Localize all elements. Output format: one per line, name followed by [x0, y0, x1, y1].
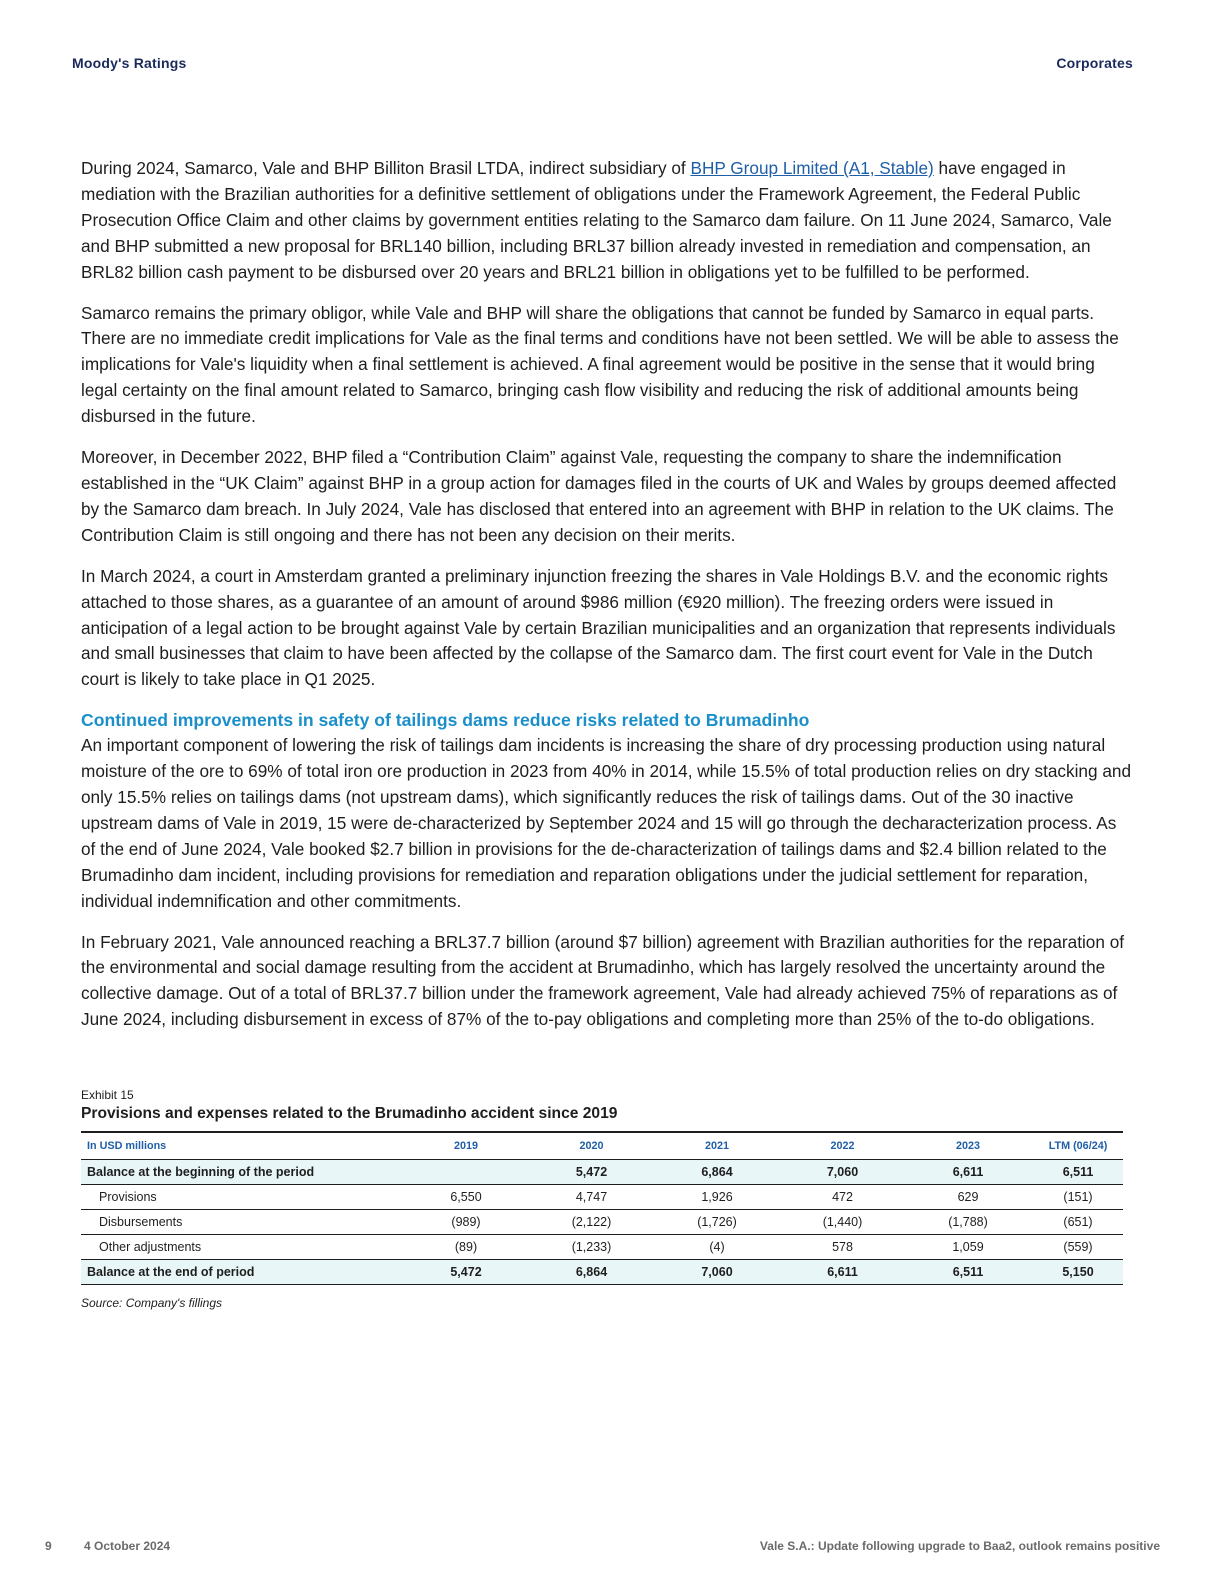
table-cell: Balance at the end of period: [81, 1260, 401, 1285]
table-cell: 4,747: [531, 1185, 652, 1210]
header-brand: Moody's Ratings: [72, 55, 187, 71]
exhibit-15: [81, 1088, 1123, 1310]
paragraph-1: [81, 156, 1131, 286]
table-cell: Provisions: [81, 1185, 401, 1210]
table-cell: 1,926: [652, 1185, 782, 1210]
paragraph-6: In February 2021, Vale announced reaching a BRL37.7 billion (around $7 billion) agreement with Brazilian authorities for the reparation of the environmental and social damage resulting from the accident at Brumadinho, which has largely resolved the uncertainty around the collective damage. Out of a total of BRL37.7 billion under the framework agreement, Vale had already achieved 75% of reparations as of June 2024, including disbursement in excess of 87% of the to-pay obligations and completing more than 25% of the to-do obligations.: [81, 931, 1125, 1030]
article-body: [81, 156, 1131, 1048]
paragraph-1-text-start: During 2024, Samarco, Vale and BHP Billiton Brasil LTDA, indirect subsidiary of: [81, 158, 691, 178]
table-row-disbursements: [81, 1210, 1123, 1235]
table-header-row: [81, 1132, 1123, 1160]
table-cell: 6,611: [782, 1260, 903, 1285]
paragraph-1-text-end: have engaged in mediation with the Brazilian authorities for a definitive settlement of obligations under the Framework Agreement, the Federal Public Prosecution Office Claim and other claims by government entities relating to the Samarco dam failure. On 11 June 2024, Samarco, Vale and BHP submitted a new proposal for BRL140 billion, including BRL37 billion already invested in remediation and compensation, an BRL82 billion cash payment to be disbursed over 20 years and BRL21 billion in obligations yet to be fulfilled to be performed.: [81, 158, 1112, 282]
table-cell: (1,233): [531, 1235, 652, 1260]
table-cell: 5,472: [531, 1160, 652, 1185]
table-row-opening-balance: [81, 1160, 1123, 1185]
page-number: 9: [45, 1539, 52, 1553]
column-header: In USD millions: [81, 1132, 401, 1160]
table-cell: 5,472: [401, 1260, 531, 1285]
report-title: Vale S.A.: Update following upgrade to Baa2, outlook remains positive: [759, 1539, 1160, 1553]
publication-date: 4 October 2024: [84, 1539, 171, 1553]
table-cell: (1,788): [903, 1210, 1033, 1235]
table-source-note: Source: Company's fillings: [81, 1296, 223, 1310]
table-cell: (559): [1033, 1235, 1123, 1260]
table-cell: 6,511: [1033, 1160, 1123, 1185]
table-cell: (1,726): [652, 1210, 782, 1235]
table-cell: 629: [903, 1185, 1033, 1210]
column-header: 2023: [903, 1132, 1033, 1160]
table-row-closing-balance: [81, 1260, 1123, 1285]
column-header: 2020: [531, 1132, 652, 1160]
table-cell: (89): [401, 1235, 531, 1260]
table-cell: (2,122): [531, 1210, 652, 1235]
table-cell: 5,150: [1033, 1260, 1123, 1285]
table-cell: 6,611: [903, 1160, 1033, 1185]
table-cell: 7,060: [782, 1160, 903, 1185]
table-cell: (4): [652, 1235, 782, 1260]
exhibit-label: Exhibit 15: [81, 1088, 134, 1102]
paragraph-5: An important component of lowering the risk of tailings dam incidents is increasing the share of dry processing production using natural moisture of the ore to 69% of total iron ore production in 2023 from 40% in 2014, while 15.5% of total production relies on dry stacking and only 15.5% relies on tailings dams (not upstream dams), which significantly reduces the risk of tailings dams. Out of the 30 inactive upstream dams of Vale in 2019, 15 were de-characterized by September 2024 and 15 will go through the decharacterization process. As of the end of June 2024, Vale booked $2.7 billion in provisions for the de-characterization of tailings dams and $2.4 billion related to the Brumadinho dam incident, including provisions for remediation and reparation obligations under the judicial settlement for reparation, individual indemnification and other commitments.: [81, 735, 1132, 911]
table-cell: 578: [782, 1235, 903, 1260]
provisions-table: [81, 1131, 1123, 1285]
column-header: 2021: [652, 1132, 782, 1160]
paragraph-3: Moreover, in December 2022, BHP filed a “Contribution Claim” against Vale, requesting the company to share the indemnification established in the “UK Claim” against BHP in a group action for damages filed in the courts of UK and Wales by groups deemed affected by the Samarco dam breach. In July 2024, Vale has disclosed that entered into an agreement with BHP in relation to the UK claims. The Contribution Claim is still ongoing and there has not been any decision on their merits.: [81, 447, 1117, 545]
table-cell: 472: [782, 1185, 903, 1210]
table-cell: 6,864: [652, 1160, 782, 1185]
table-cell: (651): [1033, 1210, 1123, 1235]
column-header: 2022: [782, 1132, 903, 1160]
paragraph-2: Samarco remains the primary obligor, while Vale and BHP will share the obligations that cannot be funded by Samarco in equal parts. There are no immediate credit implications for Vale as the final terms and conditions have not been settled. We will be able to assess the implications for Vale's liquidity when a final settlement is achieved. A final agreement would be positive in the sense that it would bring legal certainty on the final amount related to Samarco, bringing cash flow visibility and reducing the risk of additional amounts being disbursed in the future.: [81, 302, 1119, 427]
section-heading: Continued improvements in safety of tailings dams reduce risks related to Brumadinho: [81, 710, 810, 731]
table-cell: 7,060: [652, 1260, 782, 1285]
table-row-other-adjustments: [81, 1235, 1123, 1260]
bhp-rating-link[interactable]: BHP Group Limited (A1, Stable): [690, 158, 934, 178]
table-cell: 1,059: [903, 1235, 1033, 1260]
table-row-provisions: [81, 1185, 1123, 1210]
table-cell: (1,440): [782, 1210, 903, 1235]
paragraph-4: In March 2024, a court in Amsterdam granted a preliminary injunction freezing the shares in Vale Holdings B.V. and the economic rights attached to those shares, as a guarantee of an amount of around $986 million (€920 million). The freezing orders were issued in anticipation of a legal action to be brought against Vale by certain Brazilian municipalities and an organization that represents individuals and small businesses that claim to have been affected by the collapse of the Samarco dam. The first court event for Vale in the Dutch court is likely to take place in Q1 2025.: [81, 565, 1116, 690]
table-cell: Other adjustments: [81, 1235, 401, 1260]
column-header: 2019: [401, 1132, 531, 1160]
exhibit-title: Provisions and expenses related to the Brumadinho accident since 2019: [81, 1105, 618, 1122]
table-cell: [401, 1160, 531, 1185]
header-section: Corporates: [1056, 55, 1133, 71]
table-cell: 6,550: [401, 1185, 531, 1210]
table-cell: 6,511: [903, 1260, 1033, 1285]
column-header: LTM (06/24): [1033, 1132, 1123, 1160]
table-cell: Balance at the beginning of the period: [81, 1160, 401, 1185]
table-cell: 6,864: [531, 1260, 652, 1285]
table-cell: (151): [1033, 1185, 1123, 1210]
table-cell: (989): [401, 1210, 531, 1235]
table-cell: Disbursements: [81, 1210, 401, 1235]
